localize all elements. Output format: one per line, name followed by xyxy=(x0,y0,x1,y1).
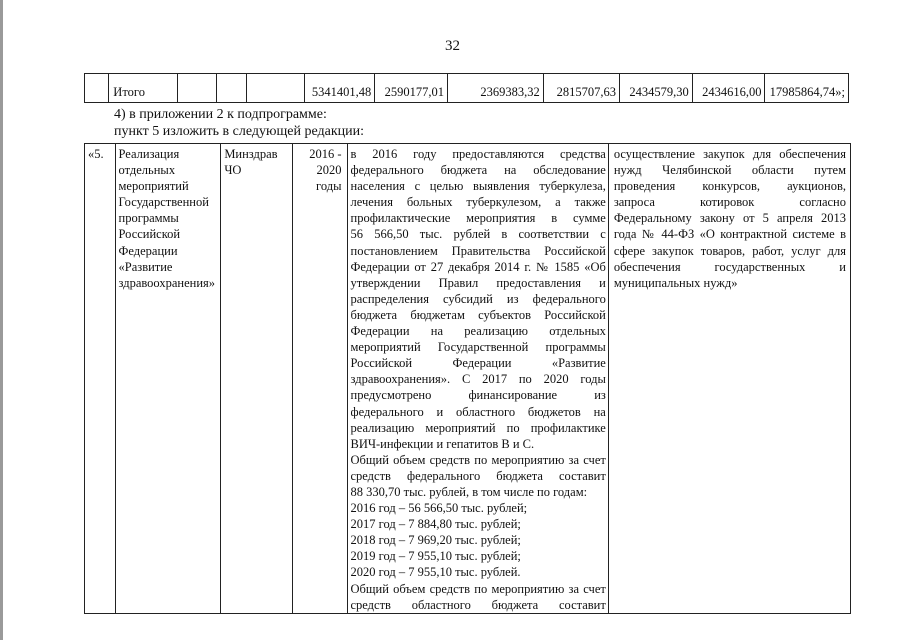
program-table xyxy=(84,143,851,614)
scan-edge xyxy=(0,0,3,640)
item-number: «5. xyxy=(85,144,116,614)
result-line: обеспечения государственных и xyxy=(613,259,846,274)
item-name-line: Государственной xyxy=(118,195,209,210)
description-line: 2018 год – 7 969,20 тыс. рублей; xyxy=(350,533,521,548)
description-line: мероприятий Государственной программы xyxy=(350,340,606,355)
result-line: муниципальных нужд» xyxy=(613,275,738,290)
description-line: 2020 год – 7 955,10 тыс. рублей. xyxy=(350,565,521,580)
period-line: годы xyxy=(316,179,342,194)
totals-table xyxy=(84,73,849,103)
description-line: 56 566,50 тыс. рублей в соответствии с xyxy=(350,227,606,242)
description-line: Федерации от 27 декабря 2014 г. № 1585 «Об xyxy=(350,259,606,274)
description-line: Федерации на реализацию отдельных xyxy=(350,324,606,339)
description-line: постановлением Правительства Российской xyxy=(350,243,606,258)
result-line: нужд Челябинской области путем xyxy=(613,163,846,178)
description-line: 2016 год – 56 566,50 тыс. рублей; xyxy=(350,501,528,516)
instruction-line: пункт 5 изложить в следующей редакции: xyxy=(114,124,364,139)
description-line: утверждении Правил предоставления и xyxy=(350,275,606,290)
item-period xyxy=(292,144,347,614)
totals-value: 2369383,32 xyxy=(447,74,543,103)
description-line: Общий объем средств по мероприятию за счет xyxy=(350,581,606,596)
empty-cell xyxy=(177,74,216,103)
description-line: средств федерального бюджета составит xyxy=(350,468,606,483)
executor-line: ЧО xyxy=(224,163,242,178)
description-line: Общий объем средств по мероприятию за счет xyxy=(350,452,606,467)
description-line: в 2016 году предоставляются средства xyxy=(350,147,606,161)
period-line: 2016 - xyxy=(309,147,342,161)
result-line: запроса котировок согласно xyxy=(613,195,846,210)
description-line: реализацию мероприятий по профилактике xyxy=(350,420,606,435)
item-name-line: Российской xyxy=(118,227,181,242)
totals-value: 2434616,00 xyxy=(692,74,765,103)
item-name-line: здравоохранения» xyxy=(118,275,216,290)
description-line: средств областного бюджета составит xyxy=(350,597,606,612)
description-line: ВИЧ-инфекции и гепатитов В и С. xyxy=(350,436,535,451)
totals-label: Итого xyxy=(109,74,177,103)
table-row xyxy=(85,144,851,614)
totals-value: 2434579,30 xyxy=(619,74,692,103)
description-line: бюджета бюджетам субъектов Российской xyxy=(350,307,606,322)
empty-cell xyxy=(216,74,246,103)
description-line: 88 330,70 тыс. рублей, в том числе по годам: xyxy=(350,484,588,499)
description-line: федерального бюджета на обследование xyxy=(350,163,606,178)
result-line: года № 44-ФЗ «О контрактной системе в xyxy=(613,227,846,242)
period-line: 2020 xyxy=(316,163,342,178)
description-line: распределения субсидий из федерального xyxy=(350,291,606,306)
description-line: Российской Федерации «Развитие xyxy=(350,356,606,371)
item-name-line: Федерации xyxy=(118,243,178,258)
result-line: осуществление закупок для обеспечения xyxy=(613,147,846,161)
item-result xyxy=(608,144,850,614)
result-line: сфере закупок товаров, работ, услуг для xyxy=(613,243,846,258)
description-line: населения с целью выявления туберкулеза, xyxy=(350,179,606,194)
executor-line: Минздрав xyxy=(224,147,278,161)
totals-row xyxy=(85,74,849,103)
item-name-line: отдельных xyxy=(118,163,176,178)
item-name-line: программы xyxy=(118,211,179,226)
totals-value: 5341401,48 xyxy=(305,74,375,103)
description-line: 2019 год – 7 955,10 тыс. рублей; xyxy=(350,549,521,564)
item-name xyxy=(115,144,221,614)
description-line: профилактические мероприятия в сумме xyxy=(350,211,606,226)
totals-value: 2815707,63 xyxy=(543,74,619,103)
item-name-line: «Развитие xyxy=(118,259,173,274)
empty-cell xyxy=(85,74,109,103)
item-name-line: мероприятий xyxy=(118,179,189,194)
item-name-line: Реализация xyxy=(118,147,180,161)
totals-value: 2590177,01 xyxy=(375,74,448,103)
description-line: федерального и областного бюджетов на xyxy=(350,404,606,419)
page-number: 32 xyxy=(445,38,460,54)
item-executor xyxy=(221,144,292,614)
result-line: проведения конкурсов, аукционов, xyxy=(613,179,846,194)
empty-cell xyxy=(247,74,305,103)
instruction-line: 4) в приложении 2 к подпрограмме: xyxy=(114,107,327,122)
description-line: здравоохранения». С 2017 по 2020 годы xyxy=(350,372,606,387)
result-line: Федеральному закону от 5 апреля 2013 xyxy=(613,211,846,226)
item-description xyxy=(347,144,608,614)
description-line: предусмотрено финансирование из xyxy=(350,388,606,403)
description-line: 2017 год – 7 884,80 тыс. рублей; xyxy=(350,517,521,532)
description-line: лечения больных туберкулезом, а также xyxy=(350,195,606,210)
totals-value: 17985864,74»; xyxy=(765,74,849,103)
